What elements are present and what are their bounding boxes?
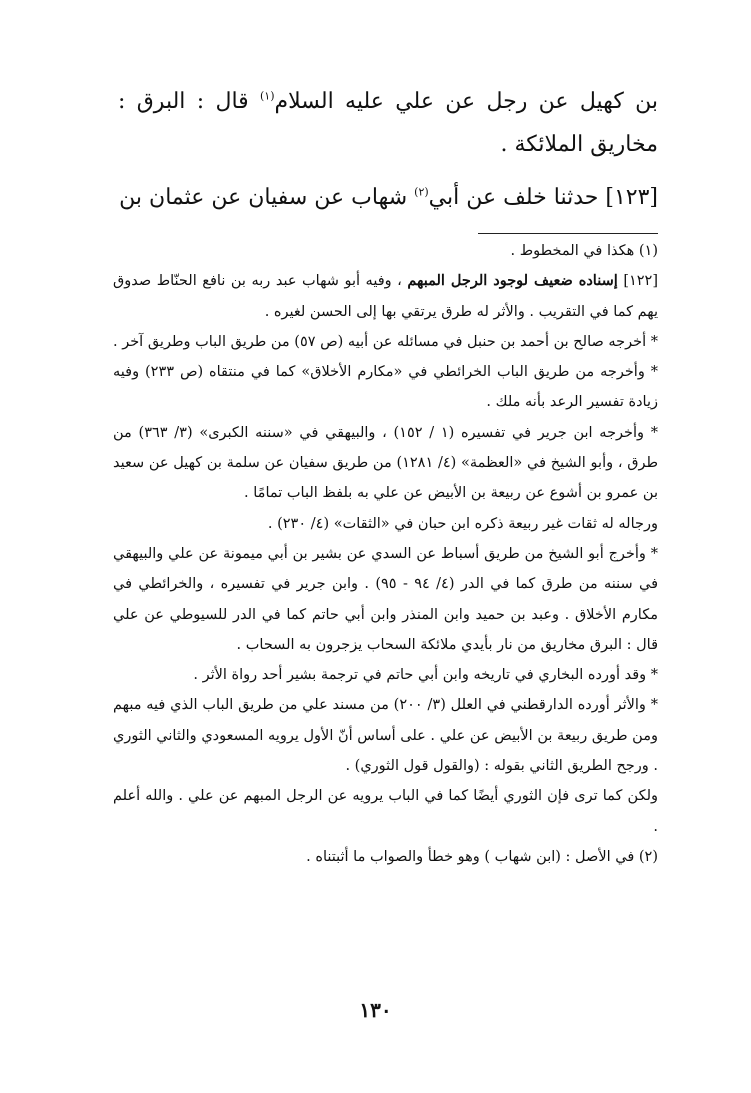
note-paragraph-3: * أخرجه صالح بن أحمد بن حنبل في مسائله عن أبيه (ص ٥٧) من طريق الباب وطريق آخر . <box>113 333 658 350</box>
main-paragraph-1 <box>118 80 658 166</box>
note-paragraph-6: ورجاله له ثقات غير ربيعة ذكره ابن حبان في «الثقات» (٤/ ٢٣٠) . <box>267 515 658 532</box>
note-122 <box>113 266 658 327</box>
footnote-marker-2: (٢) <box>414 185 429 199</box>
note-paragraph-10: ولكن كما ترى فإن الثوري أيضًا كما في الباب يرويه عن الرجل المبهم عن علي . والله أعلم . <box>113 788 658 835</box>
note-122-label: [١٢٢] <box>623 273 659 290</box>
footnote-2: (٢) في الأصل : (ابن شهاب ) وهو خطأ والصواب ما أثبتناه . <box>306 848 658 865</box>
footnote-1: (١) هكذا في المخطوط . <box>510 243 658 259</box>
main-line-1-continuation: قال : البرق : مخاريق الملائكة . <box>118 89 658 157</box>
note-paragraph-8: * وقد أورده البخاري في تاريخه وابن أبي حاتم في ترجمة بشير أحد رواة الأثر . <box>193 667 658 684</box>
note-paragraph-7: * وأخرج أبو الشيخ من طريق أسباط عن السدي عن بشير بن أبي ميمونة عن علي والبيهقي في سننه من طرق كما في الدر (٤/ ٩٤ - ٩٥) . وابن جرير في تفسيره ، والخرائطي في مكارم الأخلاق . وعبد بن حميد وابن المنذر وابن أبي حاتم كما في الدر للسيوطي عن علي قال : البرق مخاريق من نار بأيدي ملائكة السحاب يزجرون به السحاب . <box>113 545 659 653</box>
note-paragraph-9: * والأثر أورده الدارقطني في العلل (٣/ ٢٠٠) من مسند علي من طريق الباب الذي فيه مبهم ومن طريق ربيعة بن الأبيض عن علي . على أساس أنّ الأول يرويه المسعودي والثاني الثوري . ورجح الطريق الثاني بقوله : (والقول قول الثوري) . <box>113 697 658 775</box>
main-line-1-text: بن كهيل عن رجل عن علي عليه السلام <box>274 89 658 114</box>
footnotes <box>113 236 658 872</box>
note-122-verdict: إسناده ضعيف لوجود الرجل المبهم <box>407 272 618 290</box>
main-paragraph-2 <box>118 176 658 219</box>
footnote-marker-1: (١) <box>260 89 275 103</box>
main-text <box>118 80 658 219</box>
note-paragraph-4: * وأخرجه من طريق الباب الخرائطي في «مكارم الأخلاق» كما في منتقاه (ص ٢٣٣) وفيه زيادة تفسير الرعد بأنه ملك . <box>113 364 658 411</box>
hadith-123-start: [١٢٣] حدثنا خلف عن أبي <box>428 185 658 210</box>
page-number: ١٣٠ <box>359 998 392 1022</box>
footnote-separator <box>478 233 658 234</box>
hadith-123-continuation: شهاب عن سفيان عن عثمان بن <box>119 185 408 210</box>
note-122-text: ، وفيه أبو شهاب عبد ربه بن نافع الحنّاط صدوق يهم كما في التقريب . والأثر له طرق يرتقي بها إلى الحسن لغيره . <box>113 273 658 320</box>
note-paragraph-5: * وأخرجه ابن جرير في تفسيره (١ / ١٥٢) ، والبيهقي في «سننه الكبرى» (٣/ ٣٦٣) من طرق ، وأبو الشيخ في «العظمة» (٤/ ١٢٨١) من طريق سفيان عن سلمة بن كهيل عن سعيد بن عمرو بن أشوع عن ربيعة بن الأبيض عن علي به بلفظ الباب تمامًا . <box>113 424 658 502</box>
